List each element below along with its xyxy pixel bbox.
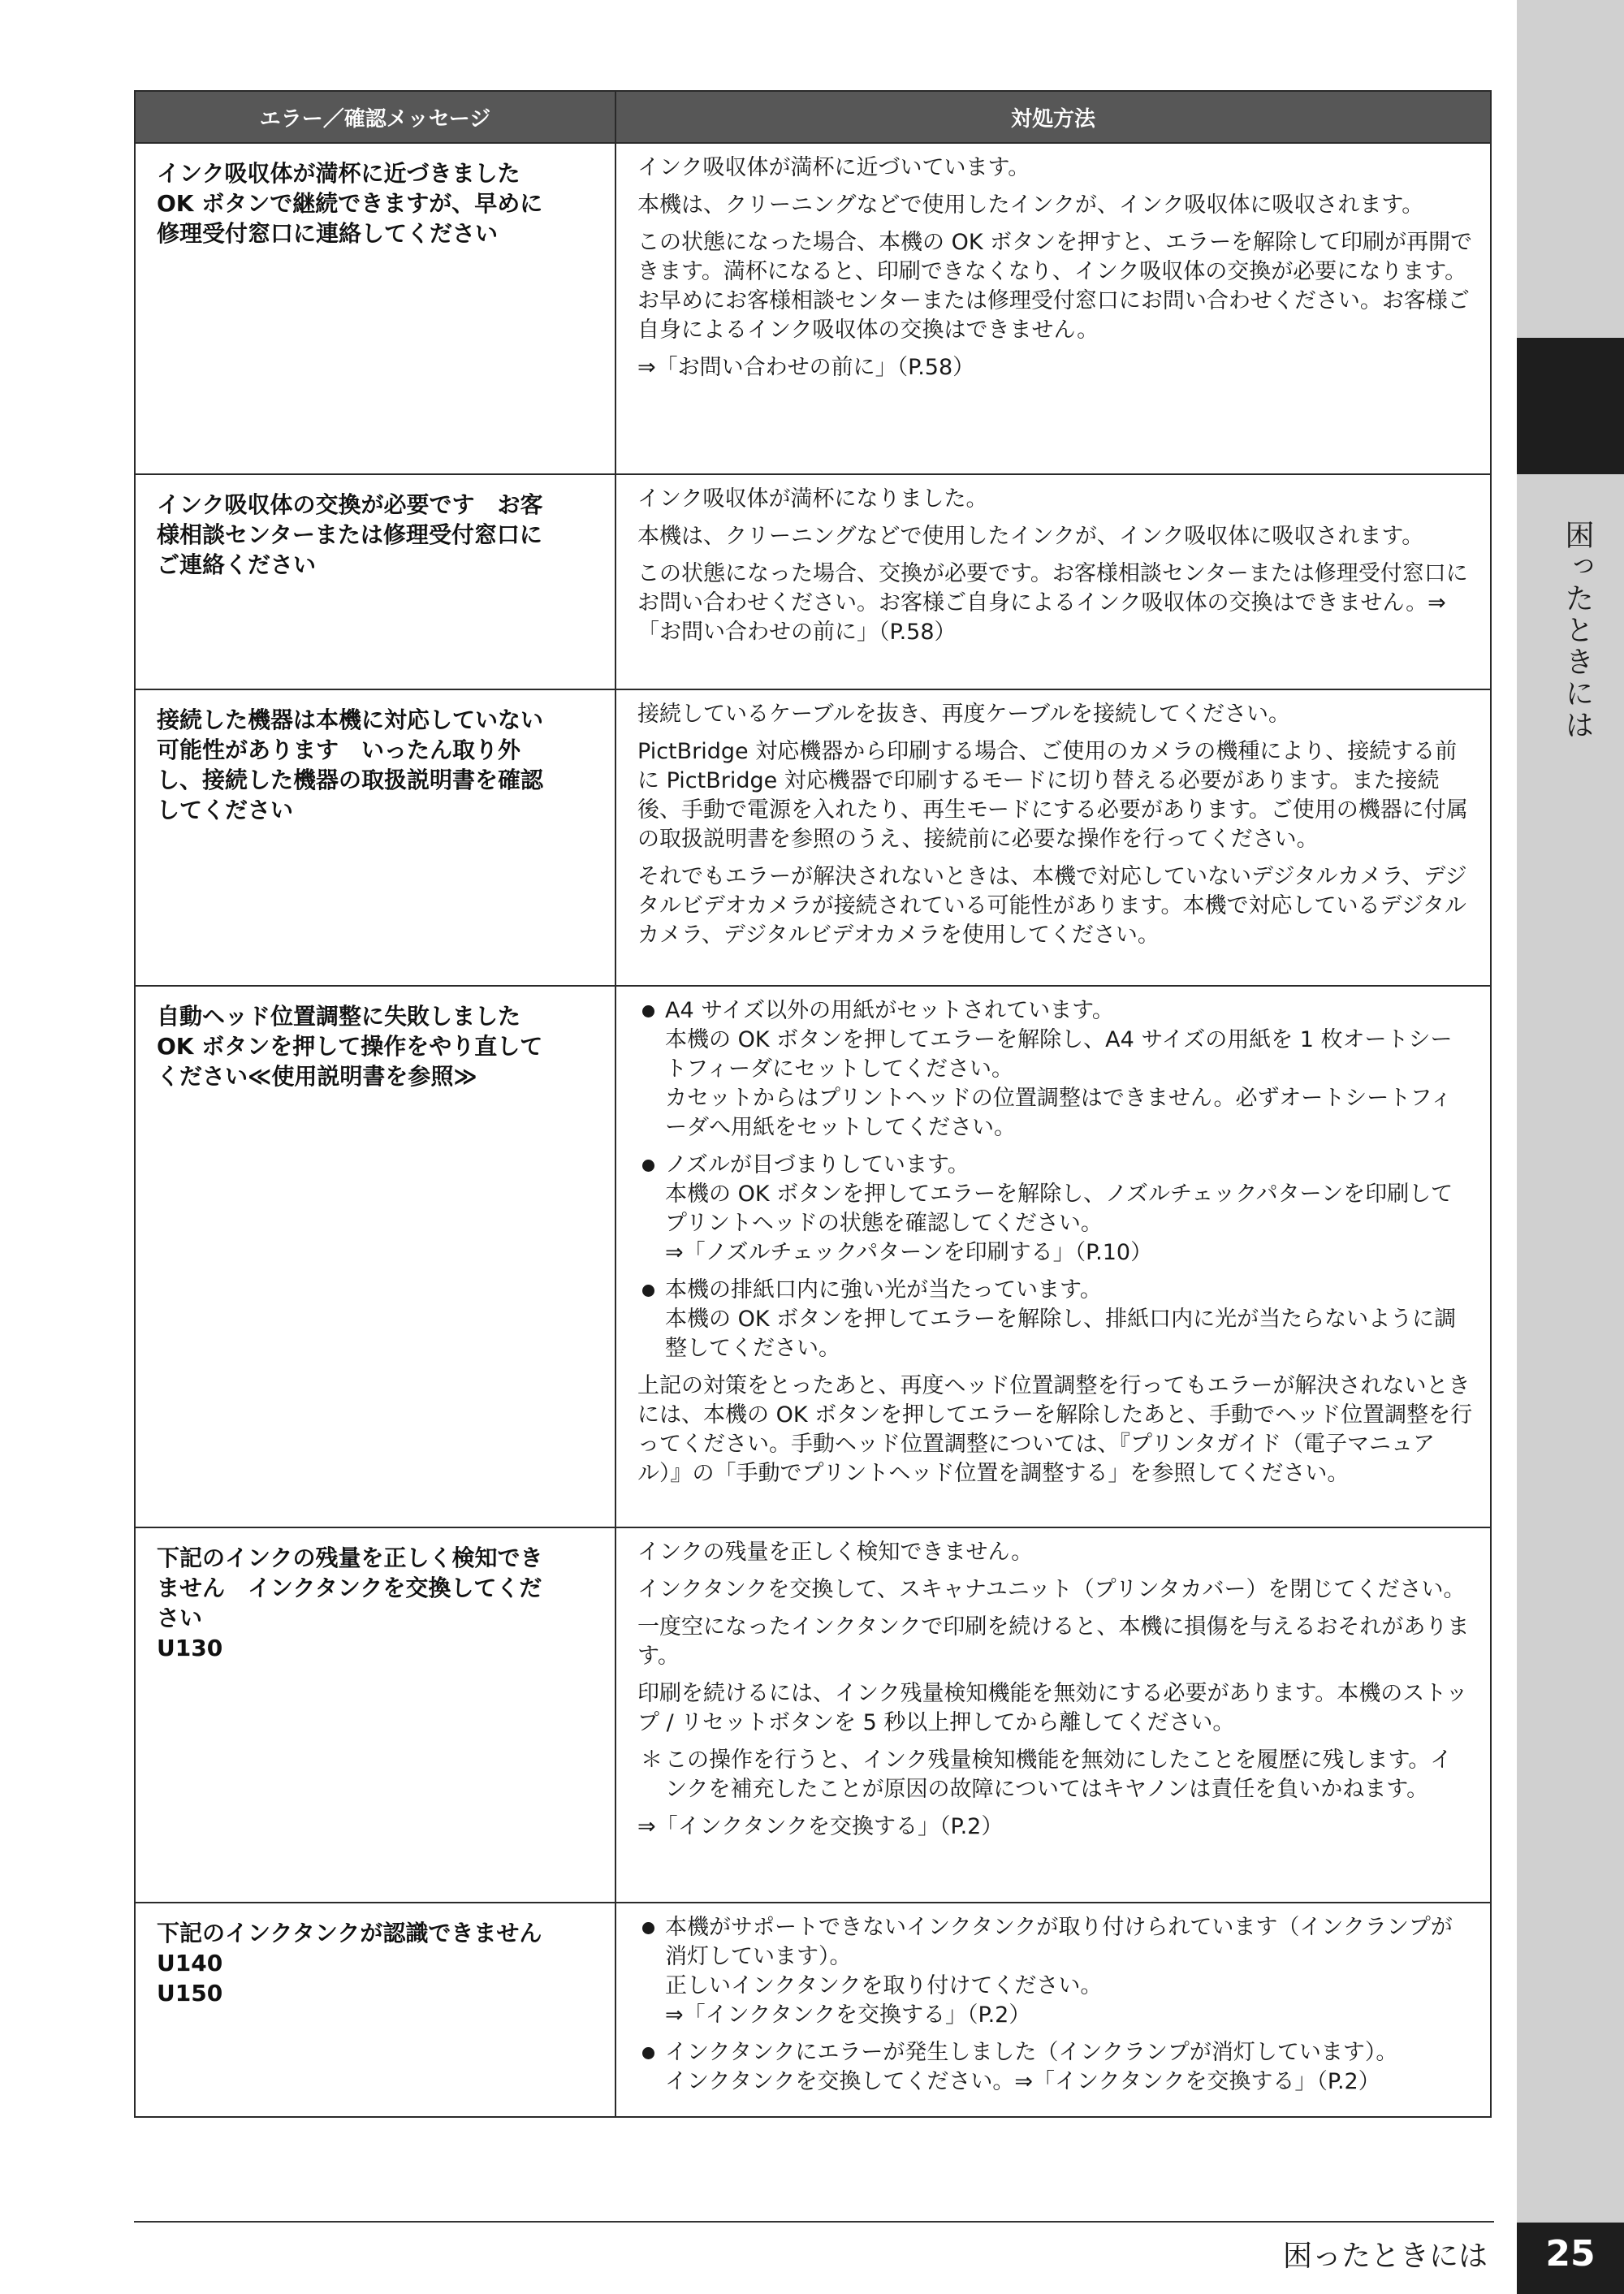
solution-text: PictBridge 対応機器から印刷する場合、ご使用のカメラの機種により、接続する前に PictBridge 対応機器で印刷するモードに切り替える必要があります。また接続後、手動で電源を入れたり、再生モードにする必要があります。ご使用の機器に付属の取扱説明書を参照のうえ、接続前に必要な操作を行ってください。 bbox=[637, 739, 1468, 852]
solution-text: 本機は、クリーニングなどで使用したインクが、インク吸収体に吸収されます。 bbox=[637, 524, 1424, 549]
reference-link[interactable]: ⇒「ノズルチェックパターンを印刷する」（P.10） bbox=[665, 1240, 1153, 1265]
bullet-heading: A4 サイズ以外の用紙がセットされています。 bbox=[665, 998, 1114, 1023]
bullet-item bbox=[637, 1276, 1474, 1363]
bullet-item bbox=[637, 2038, 1474, 2097]
asterisk-mark: ＊ bbox=[641, 1748, 663, 1773]
reference-link[interactable]: ⇒「インクタンクを交換する」（P.2） bbox=[665, 2002, 1031, 2028]
bullet-heading: インクタンクにエラーが発生しました（インクランプが消灯しています）。 bbox=[665, 2040, 1398, 2065]
bullet-text: 本機の OK ボタンを押してエラーを解除し、ノズルチェックパターンを印刷してプリントヘッドの状態を確認してください。 bbox=[665, 1182, 1453, 1236]
error-line: 様相談センターまたは修理受付窓口に bbox=[157, 521, 542, 548]
error-message-cell bbox=[135, 474, 615, 689]
error-message-cell bbox=[135, 1527, 615, 1903]
bullet-text: 正しいインクタンクを取り付けてください。 bbox=[665, 1973, 1103, 1998]
table-row bbox=[135, 689, 1491, 986]
table-row bbox=[135, 986, 1491, 1527]
solution-cell bbox=[615, 689, 1491, 986]
bullet-text: 本機の OK ボタンを押してエラーを解除し、A4 サイズの用紙を 1 枚オートシートフィーダにセットしてください。 bbox=[665, 1027, 1453, 1082]
error-line: 自動ヘッド位置調整に失敗しました bbox=[157, 1003, 521, 1030]
error-code: U150 bbox=[157, 1980, 223, 2007]
error-line: 下記のインクタンクが認識できません bbox=[157, 1920, 542, 1946]
solution-text: この状態になった場合、交換が必要です。お客様相談センターまたは修理受付窓口にお問い合わせください。お客様ご自身によるインク吸収体の交換はできません。⇒「お問い合わせの前に」（P.58） bbox=[637, 561, 1468, 645]
error-line: 下記のインクの残量を正しく検知でき bbox=[157, 1544, 543, 1571]
error-message-cell bbox=[135, 143, 615, 474]
bullet-heading: ノズルが目づまりしています。 bbox=[665, 1152, 970, 1177]
table-row bbox=[135, 1527, 1491, 1903]
note-text: この操作を行うと、インク残量検知機能を無効にしたことを履歴に残します。インクを補充したことが原因の故障についてはキヤノンは責任を負いかねます。 bbox=[665, 1748, 1453, 1802]
solution-text: それでもエラーが解決されないときは、本機で対応していないデジタルカメラ、デジタルビデオカメラが接続されている可能性があります。本機で対応しているデジタルカメラ、デジタルビデオカメラを使用してください。 bbox=[637, 864, 1467, 948]
solution-cell bbox=[615, 1903, 1491, 2117]
side-section-title: 困ったときには bbox=[1561, 520, 1594, 741]
error-message-cell bbox=[135, 1903, 615, 2117]
solution-text: 印刷を続けるには、インク残量検知機能を無効にする必要があります。本機のストップ / リセットボタンを 5 秒以上押してから離してください。 bbox=[637, 1681, 1468, 1735]
error-line: インク吸収体の交換が必要です お客 bbox=[157, 491, 543, 518]
footer-section-label: 困ったときには bbox=[1282, 2240, 1488, 2273]
bullet-heading: 本機の排紙口内に強い光が当たっています。 bbox=[665, 1277, 1102, 1303]
column-header-message: エラー／確認メッセージ bbox=[135, 91, 615, 143]
error-line: OK ボタンを押して操作をやり直して bbox=[157, 1033, 543, 1060]
solution-cell bbox=[615, 143, 1491, 474]
bullet-heading: 本機がサポートできないインクタンクが取り付けられています（インクランプが消灯しています）。 bbox=[665, 1915, 1453, 1969]
note bbox=[637, 1746, 1474, 1804]
error-line: ください≪使用説明書を参照≫ bbox=[157, 1063, 477, 1090]
bullet-item bbox=[637, 1151, 1474, 1268]
bullet-item bbox=[637, 1913, 1474, 2030]
reference-link[interactable]: ⇒「お問い合わせの前に」（P.58） bbox=[637, 355, 975, 380]
solution-text: インク吸収体が満杯になりました。 bbox=[637, 486, 988, 512]
error-line: インク吸収体が満杯に近づきました bbox=[157, 160, 520, 187]
error-message-cell bbox=[135, 986, 615, 1527]
error-line: さい bbox=[157, 1605, 203, 1631]
table-row bbox=[135, 474, 1491, 689]
bullet-text: インクタンクを交換してください。⇒「インクタンクを交換する」（P.2） bbox=[665, 2069, 1380, 2094]
page-number: 25 bbox=[1517, 2223, 1624, 2294]
solution-text: 本機は、クリーニングなどで使用したインクが、インク吸収体に吸収されます。 bbox=[637, 192, 1424, 218]
error-message-cell bbox=[135, 689, 615, 986]
error-code: U140 bbox=[157, 1950, 223, 1976]
error-line: ご連絡ください bbox=[157, 551, 317, 578]
solution-text: 接続しているケーブルを抜き、再度ケーブルを接続してください。 bbox=[637, 702, 1291, 727]
error-line: してください bbox=[157, 797, 294, 823]
solution-text: インク吸収体が満杯に近づいています。 bbox=[637, 155, 1030, 180]
footer-divider bbox=[134, 2221, 1494, 2223]
solution-text: インクの残量を正しく検知できません。 bbox=[637, 1540, 1034, 1565]
bullet-text: カセットからはプリントヘッドの位置調整はできません。必ずオートシートフィーダへ用紙をセットしてください。 bbox=[665, 1086, 1453, 1140]
error-line: 可能性があります いったん取り外 bbox=[157, 737, 521, 763]
solution-text: 一度空になったインクタンクで印刷を続けると、本機に損傷を与えるおそれがあります。 bbox=[637, 1614, 1470, 1669]
bullet-item bbox=[637, 996, 1474, 1143]
solution-text: インクタンクを交換して、スキャナユニット（プリンタカバー）を閉じてください。 bbox=[637, 1577, 1466, 1602]
solution-text: この状態になった場合、本機の OK ボタンを押すと、エラーを解除して印刷が再開できます。満杯になると、印刷できなくなり、インク吸収体の交換が必要になります。お早めにお客様相談センターまたは修理受付窓口にお問い合わせください。お客様ご自身によるインク吸収体の交換はできません。 bbox=[637, 230, 1473, 343]
reference-link[interactable]: ⇒「インクタンクを交換する」（P.2） bbox=[637, 1814, 1004, 1839]
bullet-text: 本機の OK ボタンを押してエラーを解除し、排紙口内に光が当たらないように調整してください。 bbox=[665, 1307, 1457, 1361]
table-row bbox=[135, 1903, 1491, 2117]
solution-cell bbox=[615, 474, 1491, 689]
error-line: ません インクタンクを交換してくだ bbox=[157, 1575, 542, 1601]
side-section-tab bbox=[1517, 338, 1624, 474]
error-line: 接続した機器は本機に対応していない bbox=[157, 706, 544, 733]
solution-cell bbox=[615, 986, 1491, 1527]
error-message-table bbox=[134, 90, 1492, 2118]
solution-cell bbox=[615, 1527, 1491, 1903]
error-line: 修理受付窓口に連絡してください bbox=[157, 220, 499, 247]
table-header-row bbox=[135, 91, 1491, 143]
solution-text: 上記の対策をとったあと、再度ヘッド位置調整を行ってもエラーが解決されないときには、本機の OK ボタンを押してエラーを解除したあと、手動でヘッド位置調整を行ってください。手動ヘッド位置調整については、『プリンタガイド（電子マニュアル）』の「手動でプリントヘッド位置を調整する」を参照してください。 bbox=[637, 1373, 1473, 1486]
error-code: U130 bbox=[157, 1635, 223, 1661]
error-line: OK ボタンで継続できますが、早めに bbox=[157, 190, 543, 217]
table-row bbox=[135, 143, 1491, 474]
error-line: し、接続した機器の取扱説明書を確認 bbox=[157, 767, 544, 793]
column-header-solution: 対処方法 bbox=[615, 91, 1491, 143]
